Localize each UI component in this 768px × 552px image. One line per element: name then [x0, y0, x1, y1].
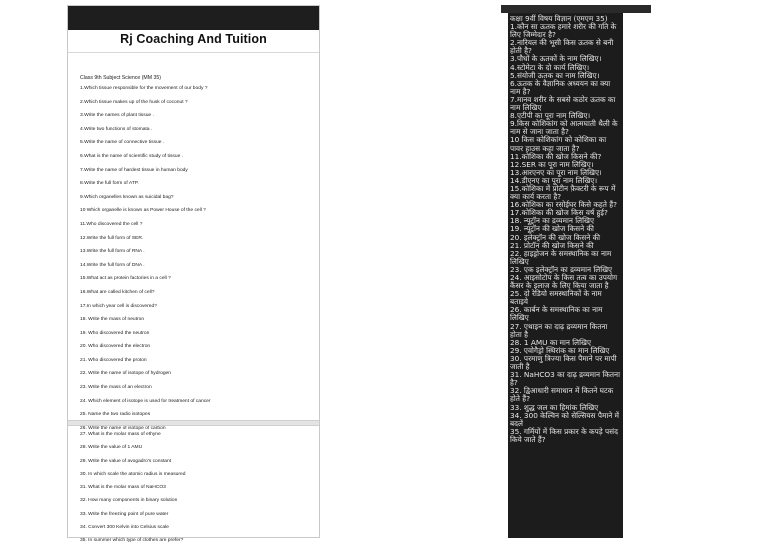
hindi-question-item: 12.SER का पूरा नाम लिखिए।: [510, 159, 594, 169]
question-item: 5.Write the name of connective tissue .: [80, 140, 165, 146]
hindi-question-item: 22. हाइड्रोजन के समस्थानिक का नाम लिखिए: [510, 248, 612, 266]
hindi-question-item: 35. गर्मियों में किस प्रकार के कपड़े पसंद किये जाते हैं?: [510, 426, 618, 444]
question-item: 24. Which element of isotope is used for treatment of cancer: [80, 398, 211, 404]
hindi-question-item: 33. शुद्ध जल का हिमांक लिखिए: [510, 402, 599, 412]
hindi-question-item: कक्षा 9वीं विषय विज्ञान (एमएम 35): [510, 14, 608, 23]
hindi-question-item: 1.कौन सा ऊतक हमारे शरीर की गति के लिए जिम्मेदार है?: [510, 22, 617, 40]
question-item: 6.What is the name of scientific study of tissue .: [80, 153, 184, 159]
hindi-question-item: 21. प्रोटॉन की खोज किसने की: [510, 240, 594, 250]
question-item: 14.Write the full form of DNA .: [80, 262, 145, 268]
question-item: 33. Write the freezing point of pure water: [80, 511, 169, 517]
title-divider: [68, 52, 319, 53]
question-item: 22. Write the name of isotope of hydrogen: [80, 371, 171, 377]
english-document-page: [67, 5, 320, 544]
question-item: 8.Write the full form of ATP.: [80, 181, 139, 187]
hindi-question-item: 31. NaHCO3 का दाढ़ द्रव्यमान कितना है?: [510, 370, 620, 388]
question-item: 23. Write the mass of an electron: [80, 385, 152, 391]
hindi-question-item: 4.स्टोमेटा के दो कार्य लिखिए।: [510, 62, 590, 72]
question-item: 3.Write the names of plant tissue .: [80, 113, 154, 119]
hindi-question-item: 28. 1 AMU का मान लिखिए: [510, 337, 592, 347]
hindi-question-item: 32. द्विआधारी समाधान में कितने घटक होते हैं?: [510, 386, 614, 404]
question-item: 2.Which tissue makes up of the husk of coconut ?: [80, 99, 188, 105]
question-item: 13.Write the full form of RNA .: [80, 249, 145, 255]
hindi-document-page: [501, 5, 651, 538]
document-title: Rj Coaching And Tuition: [120, 32, 267, 46]
question-item: 11.Who discovered the cell ?: [80, 221, 143, 227]
question-item: 30. In which scale the atomic radius is measured: [80, 471, 186, 477]
hindi-question-item: 26. कार्बन के समस्थानिक का नाम लिखिए: [510, 305, 603, 323]
hindi-question-item: 9.किस कोशिकांग को आत्मघाती थैली के नाम से जाना जाता है?: [510, 119, 618, 137]
hindi-question-item: 11.कोशिका की खोज किसने की?: [510, 151, 602, 161]
hindi-question-item: 17.कोशिका की खोज किस वर्ष हुई?: [510, 208, 608, 218]
question-item: 20. Who discovered the electron: [80, 344, 151, 350]
question-item: 16.What are called kitchen of cell?: [80, 289, 155, 295]
hindi-question-item: 2.नारियल की भूसी किस ऊतक से बनी होती है?: [510, 38, 614, 56]
hindi-question-item: 29. एवोगैड्रो स्थिरांक का मान लिखिए: [510, 345, 610, 355]
hindi-question-item: 13.आरएनए का पूरा नाम लिखिए।: [510, 167, 602, 177]
question-item: 26. Write the name of isotope of carbon: [80, 425, 166, 431]
question-list-part1: [80, 86, 316, 439]
question-item: 4.Write two functions of stomata .: [80, 126, 153, 132]
question-item: 18. Write the mass of neutron: [80, 317, 145, 323]
document-header-bar: [68, 6, 319, 30]
question-list-part2: [80, 432, 316, 552]
hindi-question-item: 19. न्यूट्रॉन की खोज किसने की: [510, 224, 594, 234]
hindi-question-item: 15.कोशिका में प्रोटीन फ़ैक्टरी के रूप में क्या कार्य करता है?: [510, 183, 616, 202]
page-break: [68, 420, 319, 426]
hindi-question-item: 14.डीएनए का पूरा नाम लिखिए।: [510, 175, 598, 185]
hindi-question-item: 20. इलेक्ट्रॉन की खोज किसने की: [510, 232, 601, 242]
question-item: 19. Who discovered the neutron: [80, 330, 150, 336]
hindi-question-item: 30. परमाणु त्रिज्या किस पैमाने पर मापी जाती है: [510, 353, 617, 372]
hindi-question-item: 27. एथाइन का दाढ़ द्रव्यमान कितना होता है: [510, 321, 608, 339]
hindi-question-item: 7.मानव शरीर के सबसे कठोर ऊतक का नाम लिखिए: [510, 94, 616, 113]
question-item: 31. What is the molar mass of NaHCO3: [80, 485, 166, 491]
hindi-question-item: 16.कोशिका का रसोईघर किसे कहते हैं?: [510, 200, 618, 210]
hindi-question-item: 25. दो रेडियो समस्थानिकों के नाम बताइये: [510, 289, 602, 307]
hindi-question-item: 18. न्यूट्रॉन का द्रव्यमान लिखिए: [510, 216, 595, 226]
question-item: 28. Write the value of 1 AMU: [80, 445, 143, 451]
question-item: 7.Write the name of hardest tissue in human body: [80, 167, 188, 173]
hindi-header-bar: [501, 5, 651, 13]
question-item: 17.In which year cell is discovered?: [80, 303, 157, 309]
question-item: 35. In summer which type of clothes are prefer?: [80, 538, 184, 544]
question-item: 9.Which organelles known as suicidal bag?: [80, 194, 174, 200]
question-item: 27. What is the molar mass of ethyne: [80, 432, 161, 437]
hindi-question-item: 6.ऊतक के वैज्ञानिक अध्ययन का क्या नाम है?: [510, 78, 611, 96]
question-item: 10 Which organelle is known as Power House of the cell ?: [80, 208, 206, 214]
hindi-question-item: 5.संयोजी ऊतक का नाम लिखिए।: [510, 70, 600, 80]
hindi-question-item: 34. 300 केल्विन को सेल्सियस पैमाने में बदलें: [510, 410, 619, 428]
hindi-question-item: 24. आइसोटोप के किस तत्व का उपयोग कैंसर के इलाज के लिए किया जाता है: [510, 273, 618, 291]
question-item: 12.Write the full form of SER.: [80, 235, 144, 241]
hindi-question-item: 10 किस कोशिकांग को कोशिका का पावर हाउस कहा जाता है?: [510, 135, 607, 153]
question-item: 29. Write the value of avogadro's constant: [80, 458, 172, 464]
hindi-question-item: 23. एक इलेक्ट्रॉन का द्रव्यमान लिखिए: [510, 264, 613, 274]
question-item: 32. How many components in binary solution: [80, 498, 178, 504]
hindi-question-item: 8.एटीपी का पूरा नाम लिखिए।: [510, 111, 591, 121]
question-item: 21. Who discovered the proton: [80, 357, 147, 363]
question-item: 1.Which tissue responsible for the movement of our body ?: [80, 86, 208, 91]
question-item: 34. Convert 300 Kelvin into Celsius scale: [80, 525, 169, 531]
hindi-question-column: [508, 13, 623, 538]
question-item: 25. Name the two radio isotopes: [80, 412, 151, 418]
question-item: 15.What act as protein factories in a cell ?: [80, 276, 171, 282]
class-subject-heading: Class 9th Subject Science (MM 35): [80, 75, 162, 81]
hindi-question-item: 3.पौधों के ऊतकों के नाम लिखिए।: [510, 54, 602, 64]
